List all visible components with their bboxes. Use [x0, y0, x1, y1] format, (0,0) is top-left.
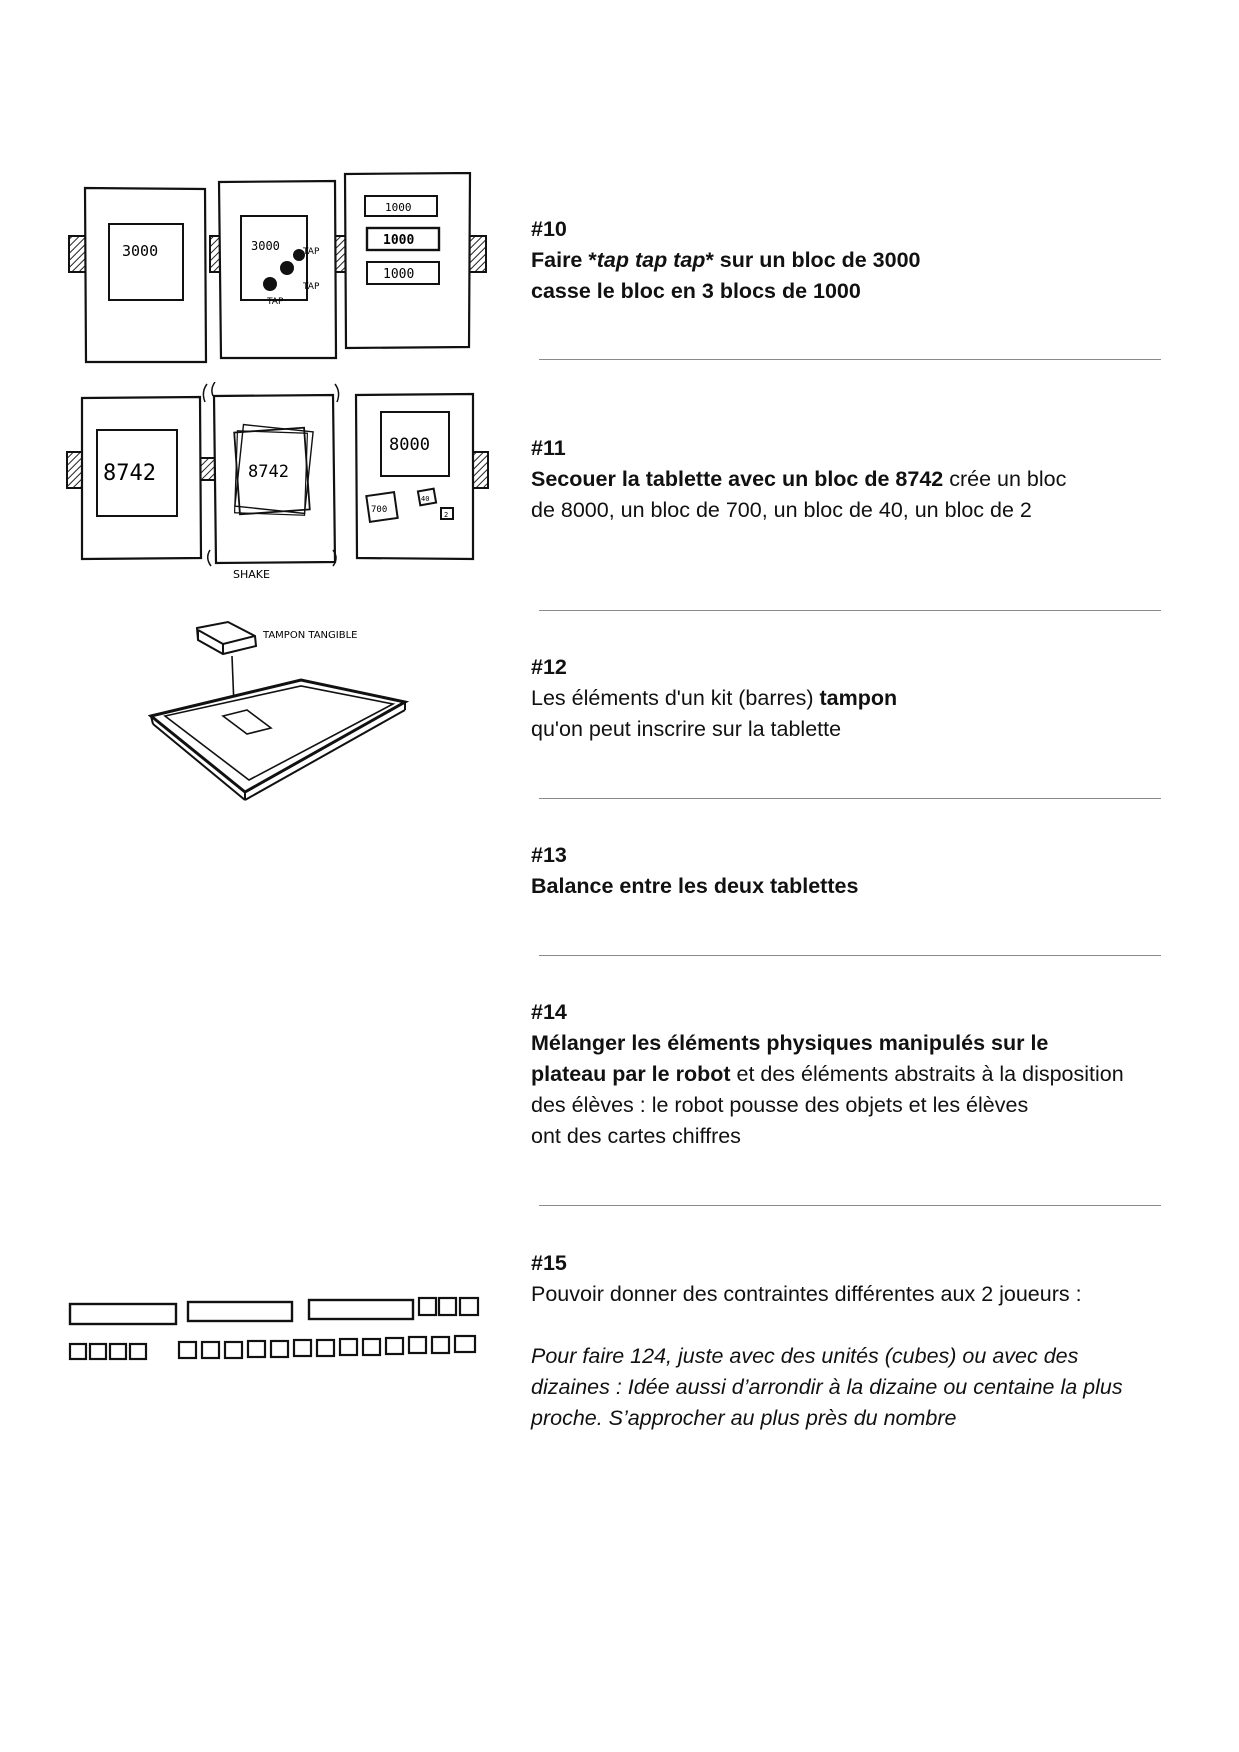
entry-text-part: et des éléments abstraits à la disposition: [730, 1062, 1124, 1086]
sketch11-block-8000: 8000: [389, 435, 430, 455]
sketch10-tap-block-label: 3000: [251, 239, 280, 253]
entry-12: [531, 652, 1171, 745]
sketch11-shaken-block: 8742: [248, 462, 289, 482]
entry-text-italic: dizaines : Idée aussi d’arrondir à la dizaine ou centaine la plus: [531, 1375, 1123, 1399]
entry-text: [531, 1059, 1171, 1090]
entry-text: Balance entre les deux tablettes: [531, 874, 859, 898]
sketch10-block-3000: 3000: [122, 242, 159, 260]
sketch10-small-block: 1000: [383, 233, 415, 248]
divider: [539, 1205, 1161, 1206]
entry-text-bold: tampon: [819, 686, 898, 710]
entry-text: casse le bloc en 3 blocs de 1000: [531, 279, 861, 303]
sketch12-caption: TAMPON TANGIBLE: [263, 630, 358, 641]
sketch10-small-block: 1000: [383, 267, 415, 282]
entry-text-part: Faire *: [531, 248, 597, 272]
sketch10-small-block: 1000: [385, 201, 412, 214]
entry-text-bold: Secouer la tablette avec un bloc de 8742: [531, 467, 944, 491]
sketch-tap-tap-tap: [65, 172, 490, 368]
entry-text: ont des cartes chiffres: [531, 1124, 741, 1148]
entry-text: Mélanger les éléments physiques manipulés sur le: [531, 1031, 1049, 1055]
sketch11-block-8742: 8742: [103, 461, 156, 486]
entry-text: des élèves : le robot pousse des objets et les élèves: [531, 1093, 1029, 1117]
sketch11-small-block: 40: [421, 495, 430, 503]
sketch-tampon-tangible: [145, 620, 415, 810]
entry-number: #15: [531, 1251, 567, 1275]
entry-number: #10: [531, 217, 567, 241]
sketch10-tap-word: TAP: [303, 282, 320, 292]
entry-14: [531, 997, 1171, 1152]
divider: [539, 955, 1161, 956]
sketch-blocks-and-cubes: [65, 1282, 485, 1362]
divider: [539, 359, 1161, 360]
entry-11: [531, 433, 1171, 526]
entry-number: #11: [531, 436, 566, 460]
sketch11-small-block: 2: [444, 511, 449, 519]
entry-text-part: crée un bloc: [943, 467, 1067, 491]
entry-number: #14: [531, 1000, 567, 1024]
entry-15: [531, 1248, 1171, 1434]
entry-13: [531, 840, 1171, 902]
entry-text-part: * sur un bloc de 3000: [705, 248, 921, 272]
entry-number: #13: [531, 843, 567, 867]
entry-10: [531, 214, 1171, 307]
entry-text-italic: tap tap tap: [596, 248, 706, 272]
entry-text: [531, 464, 1171, 495]
entry-text: [531, 683, 1171, 714]
entry-text-part: Les éléments d'un kit (barres): [531, 686, 820, 710]
entry-spacer: [531, 1310, 1171, 1341]
divider: [539, 798, 1161, 799]
sketch10-tap-word: TAP: [267, 297, 284, 307]
entry-text: [531, 245, 1171, 276]
sketch11-shake-caption: SHAKE: [233, 568, 270, 581]
entry-text: qu'on peut inscrire sur la tablette: [531, 717, 842, 741]
divider: [539, 610, 1161, 611]
sketch-shake: [65, 382, 490, 582]
entry-text-italic: proche. S’approcher au plus près du nombre: [531, 1406, 957, 1430]
entry-text: Pouvoir donner des contraintes différentes aux 2 joueurs :: [531, 1282, 1082, 1306]
sketch10-tap-word: TAP: [303, 247, 320, 257]
entry-text-bold: plateau par le robot: [531, 1062, 731, 1086]
entry-text-italic: Pour faire 124, juste avec des unités (cubes) ou avec des: [531, 1344, 1079, 1368]
entry-number: #12: [531, 655, 567, 679]
sketch11-small-block: 700: [371, 505, 388, 515]
entry-text: de 8000, un bloc de 700, un bloc de 40, un bloc de 2: [531, 498, 1032, 522]
